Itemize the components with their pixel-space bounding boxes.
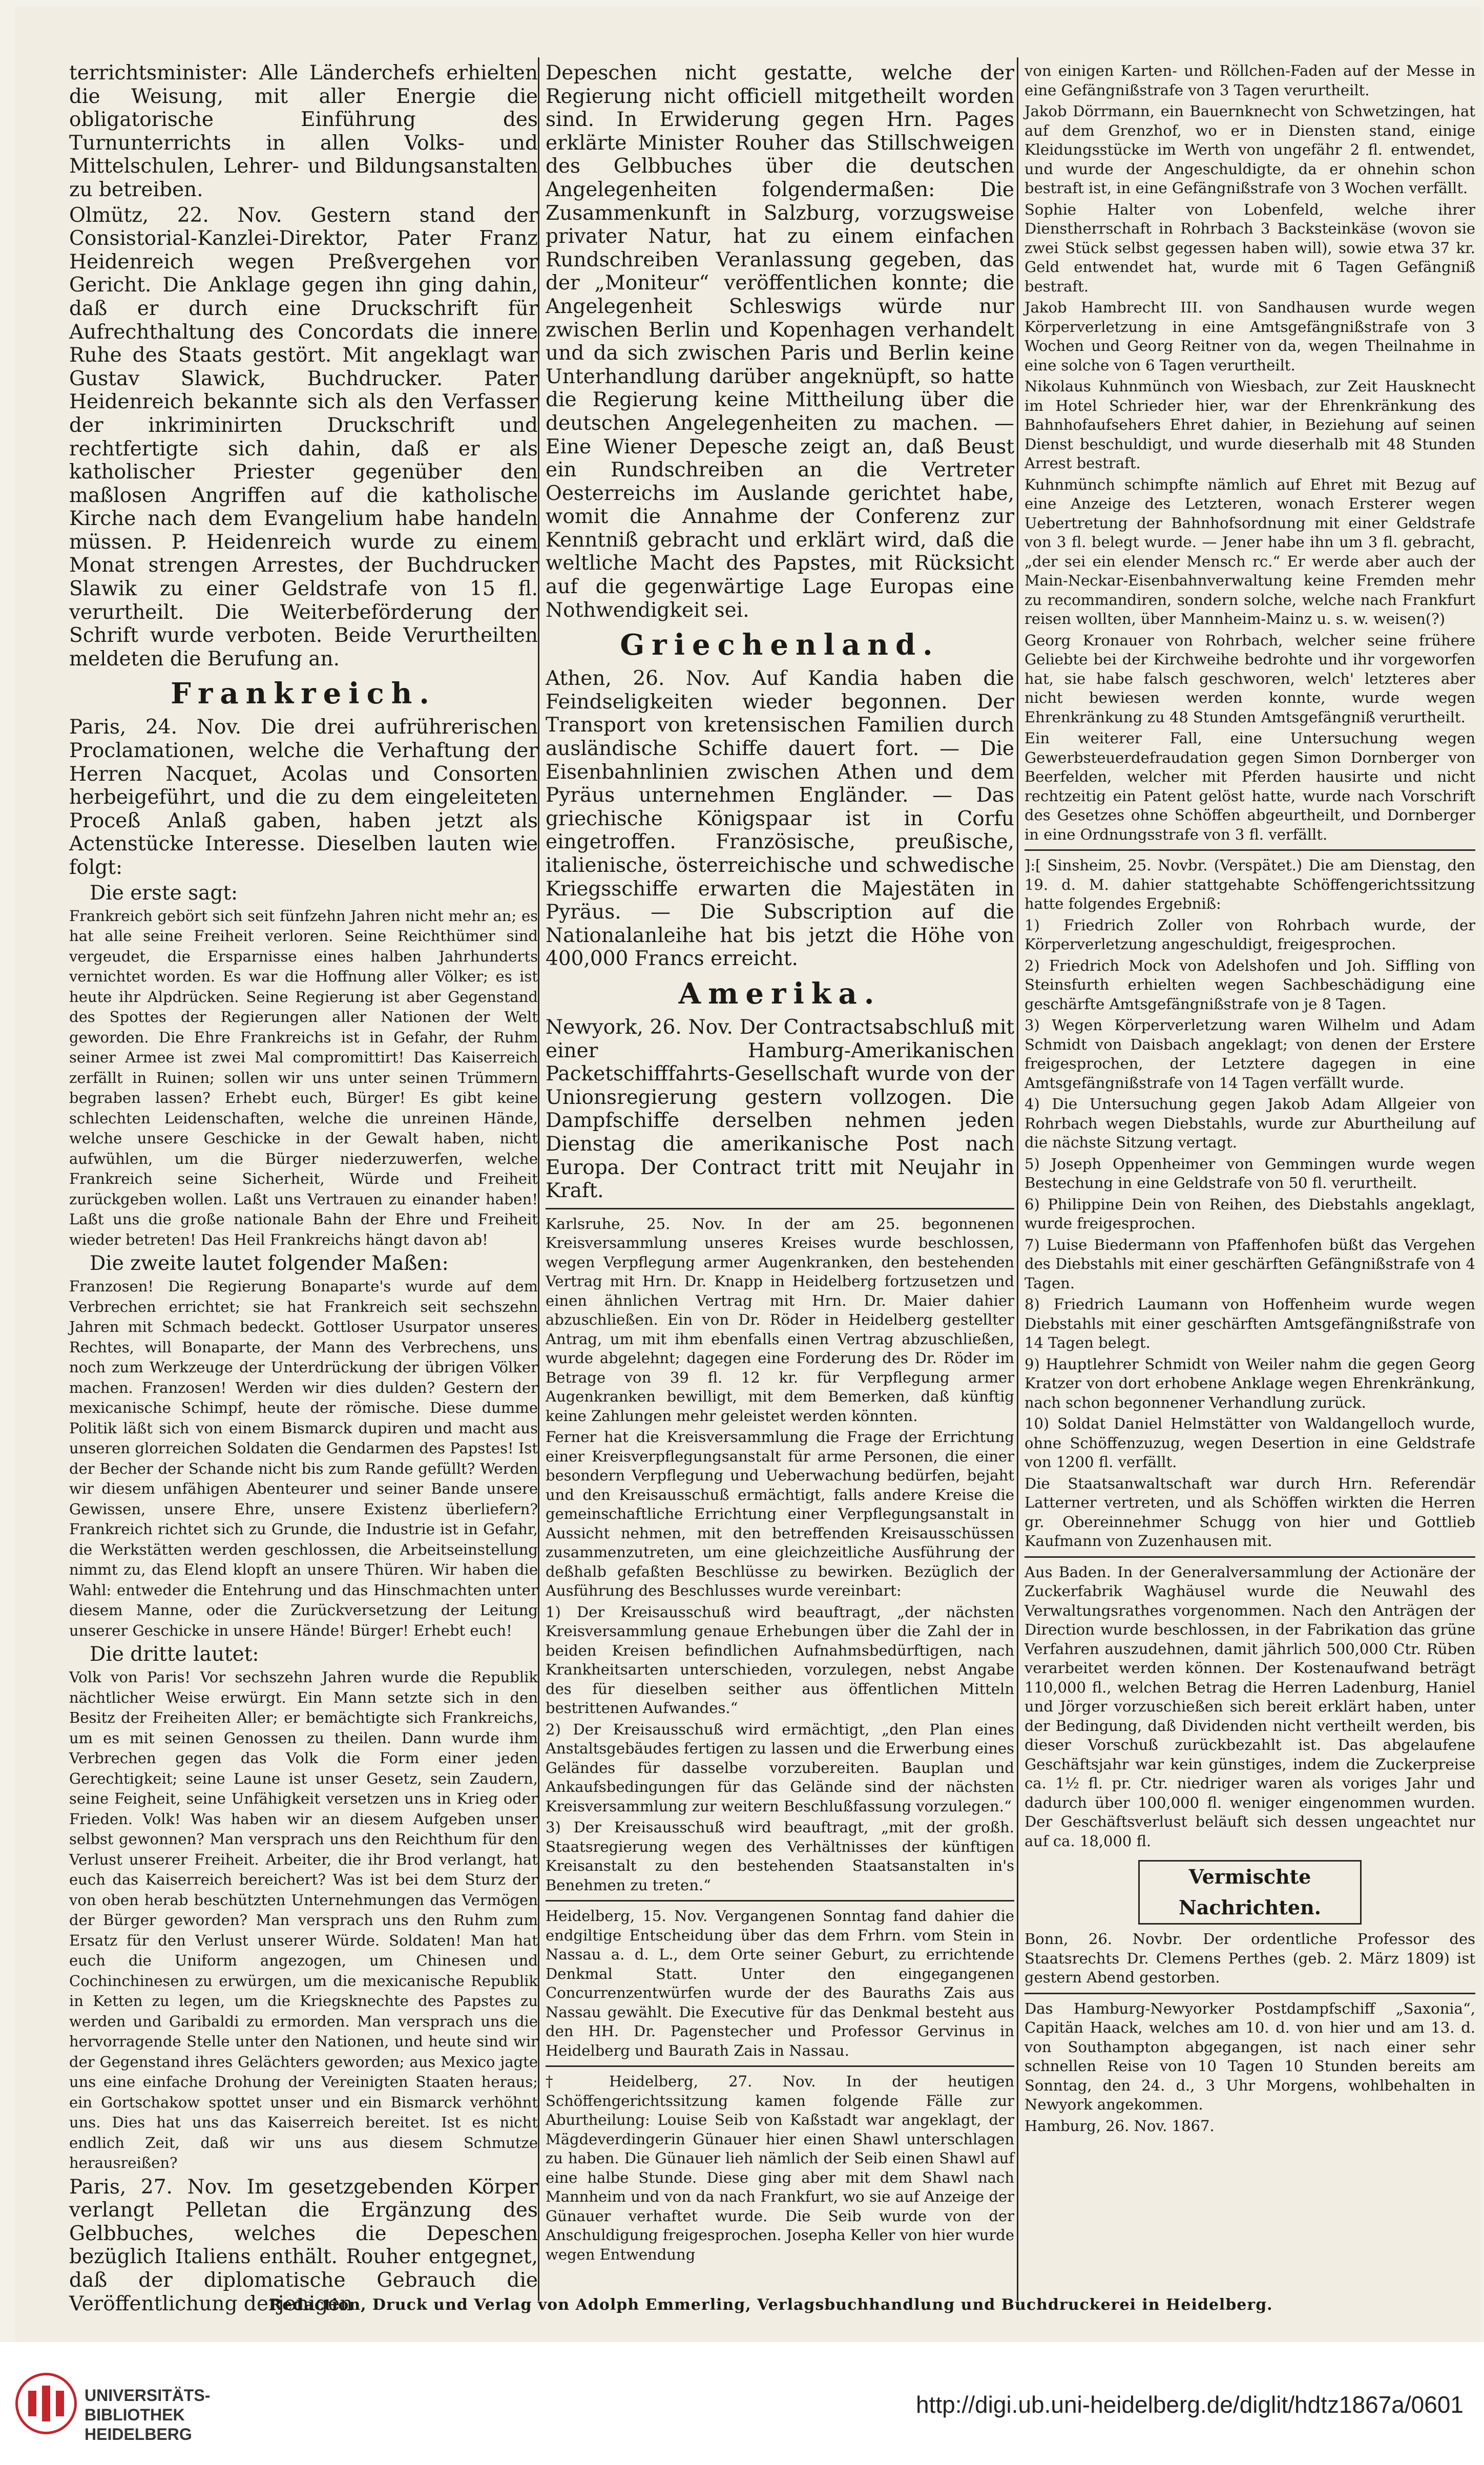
library-name-line: UNIVERSITÄTS- [85,2386,211,2405]
news-item: 1) Friedrich Zoller von Rohrbach wurde, der Körperverletzung angeschuldigt, freigesprochen. [1025,916,1475,953]
news-item: 5) Joseph Oppenheimer von Gemmingen wurde wegen Bestechung in eine Geldstrafe von 50 fl. verurtheilt. [1025,1155,1475,1192]
article-paragraph: Newyork, 26. Nov. Der Contractsabschluß mit einer Hamburg-Amerikanischen Packetschifffahrts-Gesellschaft wurde von der Unionsregierung gestern vollzogen. Die Dampfschiffe derselben nehmen jeden Dienstag die amerikanische Post nach Europa. Der Contract tritt mit Neujahr in Kraft. [546,1015,1014,1203]
separator-rule [546,1900,1014,1902]
news-item: Georg Kronauer von Rohrbach, welcher seine frühere Geliebte bei der Kirchweihe bedrohte und ihr vorgeworfen hat, sie habe falsch geschworen, welch' letzteres aber nicht bewiesen werden konnte, wurde wegen Ehrenkränkung zu 48 Stunden Amtsgefängniß verurtheilt. [1025,631,1475,726]
column-divider [1017,57,1018,2301]
news-item: Das Hamburg-Newyorker Postdampfschiff „Saxonia“, Capitän Haack, welches am 10. d. von hier und am 13. d. von Southampton abgegangen, ist nach einer sehr schnellen Reise von 10 Tagen 10 Stunden bereits am Sonntag, den 24. d., 3 Uhr Morgens, wohlbehalten in Newyork angekommen. [1025,1999,1475,2113]
news-item: von einigen Karten- und Röllchen-Faden auf der Messe in eine Gefängnißstrafe von 3 Tagen verurtheilt. [1025,62,1475,99]
column-left [69,61,538,2317]
news-item: 3) Der Kreisausschuß wird beauftragt, „mit der großh. Staatsregierung wegen des Verhältnisses der künftigen Kreisanstalt zu den bestehenden Staatsanstalten in's Benehmen zu treten.“ [546,1819,1014,1894]
separator-rule [546,1208,1014,1209]
article-paragraph: Athen, 26. Nov. Auf Kandia haben die Feindseligkeiten wieder begonnen. Der Transport von kretensischen Familien durch ausländische Schiffe dauert fort. — Die Eisenbahnlinien zwischen Athen und dem Pyräus unternehmen Engländer. — Das griechische Königspaar ist in Corfu eingetroffen. Französische, preußische, italienische, österreichische und schwedische Kriegsschiffe erwarten die Majestäten in Pyräus. — Die Subscription auf die Nationalanleihe hat bis jetzt die Höhe von 400,000 Francs erreicht. [546,667,1014,971]
news-item: Bonn, 26. Novbr. Der ordentliche Professor des Staatsrechts Dr. Clemens Perthes (geb. 2. März 1809) ist gestern Abend gestorben. [1025,1930,1475,1986]
library-logo-icon [15,2373,77,2434]
news-item: Hamburg, 26. Nov. 1867. [1025,2117,1215,2135]
news-item: Kuhnmünch schimpfte nämlich auf Ehret mit Bezug auf eine Anzeige des Letzteren, wonach Ersterer wegen Uebertretung der Bahnhofsordnung mit einer Geldstrafe von 3 fl. belegt wurde. — Jener habe ihn um 3 fl. gebracht, „der sei ein elender Mensch rc.“ Er werde aber auch der Main-Neckar-Eisenbahnverwaltung keine Fremden mehr zu recommandiren, sondern solche, welche nach Frankfurt reisen wollten, über Mannheim-Mainz u. s. w. weisen(?) [1025,475,1475,628]
proclamation-text: Frankreich gebört sich seit fünfzehn Jahren nicht mehr an; es hat alle seine Freiheit verloren. Seine Reichthümer sind vergeudet, die Ersparnisse eines halben Jahrhunderts vernichtet worden. Es war die Hoffnung aller Völker; es ist heute ihr Alpdrücken. Seine Regierung ist aber Gegenstand des Spottes der Regierungen aller Nationen der Welt geworden. Die Ehre Frankreichs ist in Gefahr, der Ruhm seiner Armee ist zwei Mal compromittirt! Das Kaiserreich zerfällt in Ruinen; sollen wir uns unter seinen Trümmern begraben lassen? Erhebt euch, Bürger! Es gibt keine schlechten Leidenschaften, welche die unreinen Hände, welche unsere Geschicke in der Gewalt haben, nicht aufwühlen, um die Bürger niederzuwerfen, welche Frankreich seine Sicherheit, Würde und Freiheit zurückgeben wollen. Laßt uns Vertrauen zu einander haben! Laßt uns die große nationale Bahn der Ehre und Freiheit wieder betreten! Das Heil Frankreichs hängt davon ab! [69,907,538,1248]
news-item: Jakob Hambrecht III. von Sandhausen wurde wegen Körperverletzung in eine Amtsgefängnißstrafe von 3 Wochen und Georg Reitner von da, wegen Theilnahme in eine solche von 6 Tagen verurtheilt. [1025,299,1475,374]
section-box-heading: Vermischte Nachrichten. [1138,1860,1362,1925]
column-middle [546,61,1014,2266]
separator-rule [1025,1993,1475,1994]
library-name [85,2386,210,2444]
news-item: 8) Friedrich Laumann von Hoffenheim wurde wegen Diebstahls mit einer geschärften Amtsgefängnißstrafe von 14 Tagen belegt. [1025,1296,1475,1351]
permalink-url[interactable]: http://digi.ub.uni-heidelberg.de/diglit/hdtz1867a/0601 [915,2391,1464,2418]
article-paragraph: Paris, 27. Nov. Im gesetzgebenden Körper verlangt Pelletan die Ergänzung des Gelbbuches, welches die Depeschen bezüglich Italiens enthält. Rouher entgegnet, daß der diplomatische Gebrauch die Veröffentlichung derjenigen [69,2175,538,2315]
news-item: 1) Der Kreisausschuß wird beauftragt, „der nächsten Kreisversammlung genaue Erhebungen über die Zahl der in beiden Kreisen befindlichen Aufnahmsbedürftigen, nach Krankheitsarten unterschieden, vorzulegen, nebst Angabe des für dieselben seither aus öffentlichen Mitteln bestrittenen Aufwandes.“ [546,1603,1014,1717]
news-item: 4) Die Untersuchung gegen Jakob Adam Allgeier von Rohrbach wegen Diebstahls, wurde zur Aburtheilung auf die nächste Sitzung vertagt. [1025,1095,1475,1151]
article-paragraph: Depeschen nicht gestatte, welche der Regierung nicht officiell mitgetheilt worden sind. In Erwiderung gegen Hrn. Pages erklärte Minister Rouher das Stillschweigen des Gelbbuches über die deutschen Angelegenheiten folgendermaßen: Die Zusammenkunft in Salzburg, vorzugsweise privater Natur, hat zu einem einfachen Rundschreiben Veranlassung gegeben, das der „Moniteur“ veröffentlichen konnte; die Angelegenheit Schleswigs würde nur zwischen Berlin und Kopenhagen verhandelt und da sich zwischen Paris und Berlin keine Unterhandlung darüber angeknüpft, so hatte die Regierung keine Mittheilung über die deutschen Angelegenheiten zu machen. — Eine Wiener Depesche zeigt an, daß Beust ein Rundschreiben an die Vertreter Oesterreichs im Auslande gerichtet habe, womit die Annahme der Conferenz zur Kenntniß gebracht und erklärt wird, daß die weltliche Macht des Papstes, mit Rücksicht auf die gegenwärtige Lage Europas eine Nothwendigkeit sei. [546,61,1014,622]
news-item: Sophie Halter von Lobenfeld, welche ihrer Dienstherrschaft in Rohrbach 3 Backsteinkäse (wovon sie zwei Stück selbst gegessen haben will), sowie etwa 37 kr. Geld entwendet hat, wurde mit 6 Tagen Gefängniß bestraft. [1025,200,1475,295]
news-item: Jakob Dörrmann, ein Bauernknecht von Schwetzingen, hat auf dem Grenzhof, wo er in Diensten stand, einige Kleidungsstücke im Werth von ungefähr 2 fl. entwendet, und wurde der Angeschuldigte, da er ohnehin schon bestraft ist, in eine Gefängnißstrafe von 3 Wochen verfällt. [1025,102,1475,197]
column-divider [538,57,539,2301]
news-item: Ferner hat die Kreisversammlung die Frage der Errichtung einer Kreisverpflegungsanstalt für arme Personen, die einer besondern Verpflegung und Ueberwachung bedürfen, bejaht und den Kreisausschuß ermächtigt, falls andere Kreise die gemeinschaftliche Errichtung einer Verpflegungsanstalt in Aussicht nehmen, mit den betreffenden Kreisausschüssen zusammenzutreten, um eine gleichzeitliche Ausführung der deßhalb gefaßten Beschlüsse zu bewirken. Bezüglich der Ausführung des Beschlusses wurde vereinbart: [546,1428,1014,1600]
article-paragraph: Paris, 24. Nov. Die drei aufrührerischen Proclamationen, welche die Verhaftung der Herren Nacquet, Acolas und Consorten herbeigeführt, und die zu dem eingeleiteten Proceß Anlaß gaben, haben jetzt als Actenstücke Interesse. Dieselben lauten wie folgt: [69,716,538,879]
library-name-line: BIBLIOTHEK [85,2406,185,2424]
article-paragraph: terrichtsminister: Alle Länderchefs erhielten die Weisung, mit aller Energie die obligatorische Einführung des Turnunterrichts in allen Volks- und Mittelschulen, Lehrer- und Bildungsanstalten zu betreiben. [69,61,538,201]
proclamation-text: Volk von Paris! Vor sechszehn Jahren wurde die Republik nächtlicher Weise erwürgt. Ein Mann setzte sich in den Besitz der Freiheiten Aller; er bemächtigte sich Frankreichs, um es mit seinen Genossen zu theilen. Dann wurde ihm Verbrechen gegen das Volk die Form einer jeden Gerechtigkeit; seine Laune ist unser Gesetz, sein Zaudern, seine Feigheit, seine Unfähigkeit versetzen uns in Krieg oder Frieden. Volk! Was haben wir an diesem Aufgeben unser selbst gewonnen? Man versprach uns den Reichthum für den Verlust unserer Freiheit. Arbeiter, die ihr Brod verlangt, hat euch das Kaiserreich bereichert? Was ist bei dem Sturz der von oben herab beschützten Unternehmungen das Vermögen der Bürger geworden? Man versprach uns den Ruhm zum Ersatz für den Verlust unserer Würde. Soldaten! Man hat euch die Uniform angezogen, um Chinesen und Cochinchinesen zu erwürgen, um die mexicanische Republik in Ketten zu legen, um die Kriegsknechte des Papstes zu werden und Garibaldi zu ermorden. Man versprach uns die hervorragende Stelle unter den Nationen, und heute sind wir der Gegenstand ihres Gelächters geworden; aus Mexico jagte uns eine einfache Drohung der Vereinigten Staaten heraus; ein Gortschakow spottet unser und ein Bismarck verhöhnt uns. Dies hat uns das Kaiserreich bereitet. Ist es nicht endlich Zeit, daß wir uns aus diesem Schmutze herausreißen? [69,1668,538,2172]
news-item: 2) Der Kreisausschuß wird ermächtigt, „den Plan eines Anstaltsgebäudes fertigen zu lassen und die Erwerbung eines Geländes für dasselbe vorzubereiten. Bauplan und Ankaufsbedingungen für das Gelände sind der nächsten Kreisversammlung zur weitern Beschlußfassung vorzulegen.“ [546,1720,1014,1815]
news-item: Karlsruhe, 25. Nov. In der am 25. begonnenen Kreisversammlung unseres Kreises wurde beschlossen, wegen Verpflegung armer Augenkranken, den bestehenden Vertrag mit Hrn. Dr. Knapp in Heidelberg fortzusetzen und einen ähnlichen Vertrag mit Hrn. Dr. Maier dahier abzuschließen. Ein von Dr. Röder in Heidelberg gestellter Antrag, um mit ihm ebenfalls einen Vertrag abzuschließen, wurde abgelehnt; dagegen eine Forderung des Dr. Röder im Betrage von 39 fl. 12 kr. für Verpflegung armer Augenkranken bewilligt, mit dem Bemerken, daß künftig keine Zahlungen mehr geleistet werden könnten. [546,1215,1014,1425]
news-item: ]:[ Sinsheim, 25. Novbr. (Verspätet.) Die am Dienstag, den 19. d. M. dahier stattgehabte Schöffengerichtssitzung hatte folgendes Ergebniß: [1025,857,1475,912]
library-name-line: HEIDELBERG [85,2425,192,2443]
separator-rule [1025,849,1475,851]
digitization-footer [0,2342,1484,2465]
section-heading: Frankreich. [171,677,436,711]
section-heading: Amerika. [678,976,882,1011]
news-item: † Heidelberg, 27. Nov. In der heutigen Schöffengerichtssitzung kamen folgende Fälle zur Aburtheilung: Louise Seib von Kaßstadt war angeklagt, der Mägdeverdingerin Günauer hier einen Shawl unterschlagen zu haben. Die Günauer lieh nämlich der Seib einen Shawl auf eine halbe Stunde. Diese ging aber mit dem Shawl nach Mannheim und von da nach Frankfurt, wo sie auf Anzeige der Günauer verhaftet wurde. Die Seib wurde von der Anschuldigung freigesprochen. Josepha Keller von hier wurde wegen Entwendung [546,2073,1014,2263]
column-right [1025,61,1475,2138]
proclamation-text: Franzosen! Die Regierung Bonaparte's wurde auf dem Verbrechen errichtet; sie hat Frankreich seit sechszehn Jahren mit Schmach bedeckt. Gottloser Usurpator unseres Rechtes, will Bonaparte, der Mann des Verbrechens, uns noch zum Werkzeuge der Unterdrückung der übrigen Völker machen. Franzosen! Werden wir dies dulden? Gestern der mexicanische Schimpf, heute der römische. Diese dumme Politik läßt sich von einem Bismarck dupiren und macht aus unseren glorreichen Soldaten die Gendarmen des Papstes! Ist der Becher der Schande nicht bis zum Rande gefüllt? Werden wir diesem unfähigen Abenteurer und seiner Bande unsere Gewissen, unsere Ehre, unsere Existenz überliefern? Frankreich richtet sich zu Grunde, die Industrie ist in Gefahr, die Werkstätten werden geschlossen, die Arbeitseinstellung nimmt zu, das Elend klopft an unsere Thüren. Wir haben die Wahl: entweder die Entehrung und das Hinschmachten unter diesem Manne, oder die Zurückversetzung der Leitung unserer Geschicke in unsere Hände! Bürger! Erhebt euch! [69,1278,538,1639]
news-item: 6) Philippine Dein von Reihen, des Diebstahls angeklagt, wurde freigesprochen. [1025,1195,1475,1232]
news-item: 9) Hauptlehrer Schmidt von Weiler nahm die gegen Georg Kratzer von dort erhobene Anklage wegen Ehrenkränkung, nach schon begonnener Verhandlung zurück. [1025,1355,1475,1411]
news-item: Heidelberg, 15. Nov. Vergangenen Sonntag fand dahier die endgiltige Entscheidung über das dem Frhrn. vom Stein in Nassau a. d. L., dem Orte seiner Geburt, zu errichtende Denkmal Statt. Unter den eingegangenen Concurrenzentwürfen wurde der des Bauraths Zais aus Nassau gewählt. Die Executive für das Denkmal besteht aus den HH. Dr. Pagenstecher und Professor Gervinus in Heidelberg und Baurath Zais in Nassau. [546,1907,1014,2059]
section-heading: Griechenland. [620,628,940,662]
news-item: 3) Wegen Körperverletzung waren Wilhelm und Adam Schmidt von Daisbach angeklagt; von denen der Erstere freigesprochen, der Letztere dagegen in eine Amtsgefängnißstrafe von 14 Tagen verfällt wurde. [1025,1016,1475,1092]
subheading: Die erste sagt: [90,881,238,905]
subheading: Die zweite lautet folgender Maßen: [90,1252,449,1276]
separator-rule [546,2065,1014,2067]
separator-rule [1025,1556,1475,1558]
newspaper-page [15,6,1480,2342]
subheading: Die dritte lautet: [90,1643,259,1666]
news-item: 10) Soldat Daniel Helmstätter von Waldangelloch wurde, ohne Schöffenzuzug, wegen Desertion in eine Geldstrafe von 1200 fl. verfällt. [1025,1415,1475,1471]
imprint-line: Redaction, Druck und Verlag von Adolph Emmerling, Verlagsbuchhandlung und Buchdruckerei in Heidelberg. [269,2296,1273,2314]
news-item: Nikolaus Kuhnmünch von Wiesbach, zur Zeit Hausknecht im Hotel Schrieder hier, war der Ehrenkränkung des Bahnhofaufsehers Ehret dahier, in Beziehung auf seinen Dienst beschuldigt, und wurde dieserhalb mit 48 Stunden Arrest bestraft. [1025,378,1475,472]
article-paragraph: Olmütz, 22. Nov. Gestern stand der Consistorial-Kanzlei-Direktor, Pater Franz Heidenreich wegen Preßvergehen vor Gericht. Die Anklage gegen ihn ging dahin, daß er durch eine Druckschrift für Aufrechthaltung des Concordats die innere Ruhe des Staats gestört. Mit angeklagt war Gustav Slawick, Buchdrucker. Pater Heidenreich bekannte sich als den Verfasser der inkriminirten Druckschrift und rechtfertigte sich dahin, daß er als katholischer Priester gegenüber den maßlosen Angriffen auf die katholische Kirche nach dem Evangelium habe handeln müssen. P. Heidenreich wurde zu einem Monat strengen Arrestes, der Buchdrucker Slawik zu einer Geldstrafe von 15 fl. verurtheilt. Die Weiterbeförderung der Schrift wurde verboten. Beide Verurtheilten meldeten die Berufung an. [69,203,538,671]
news-item: Ein weiterer Fall, eine Untersuchung wegen Gewerbsteuerdefraudation gegen Simon Dornberger von Beerfelden, welcher mit Pferden hausirte und nicht rechtzeitig ein Patent gelöst hatte, wurde nach Vorschrift des Gesetzes ohne Schöffen abgeurtheilt, und Dornberger in eine Ordnungsstrafe von 3 fl. verfällt. [1025,729,1475,843]
news-item: 2) Friedrich Mock von Adelshofen und Joh. Siffling von Steinsfurth erhielten wegen Sachbeschädigung eine geschärfte Amtsgefängnißstrafe von je 8 Tagen. [1025,956,1475,1013]
news-item: Aus Baden. In der Generalversammlung der Actionäre der Zuckerfabrik Waghäusel wurde die Neuwahl des Verwaltungsrathes vorgenommen. Nach den Anträgen der Direction wurde beschlossen, in der Fabrikation das grüne Verfahren auszudehnen, damit jährlich 500,000 Ctr. Rüben verarbeitet werden können. Der Kostenaufwand beträgt 110,000 fl., welchen Betrag die Herren Ladenburg, Haniel und Jörger vorzuschießen sich bereit erklärt haben, unter der Bedingung, daß Dividenden nicht vertheilt werden, bis dieser Vorschuß zurückbezahlt ist. Das abgelaufene Geschäftsjahr war kein günstiges, indem die Zuckerpreise ca. 1½ fl. pr. Ctr. niedriger waren als voriges Jahr und dadurch über 100,000 fl. weniger eingenommen wurden. Der Geschäftsverlust beläuft sich dessen ungeachtet nur auf ca. 18,000 fl. [1025,1563,1475,1850]
news-item: Die Staatsanwaltschaft war durch Hrn. Referendär Latterner vertreten, und als Schöffen wirkten die Herren gr. Obereinnehmer Schugg von hier und Gottlieb Kaufmann von Zuzenhausen mit. [1025,1474,1475,1550]
news-item: 7) Luise Biedermann von Pfaffenhofen büßt das Vergehen des Diebstahls mit einer geschärften Gefängnißstrafe von 4 Tagen. [1025,1236,1475,1292]
